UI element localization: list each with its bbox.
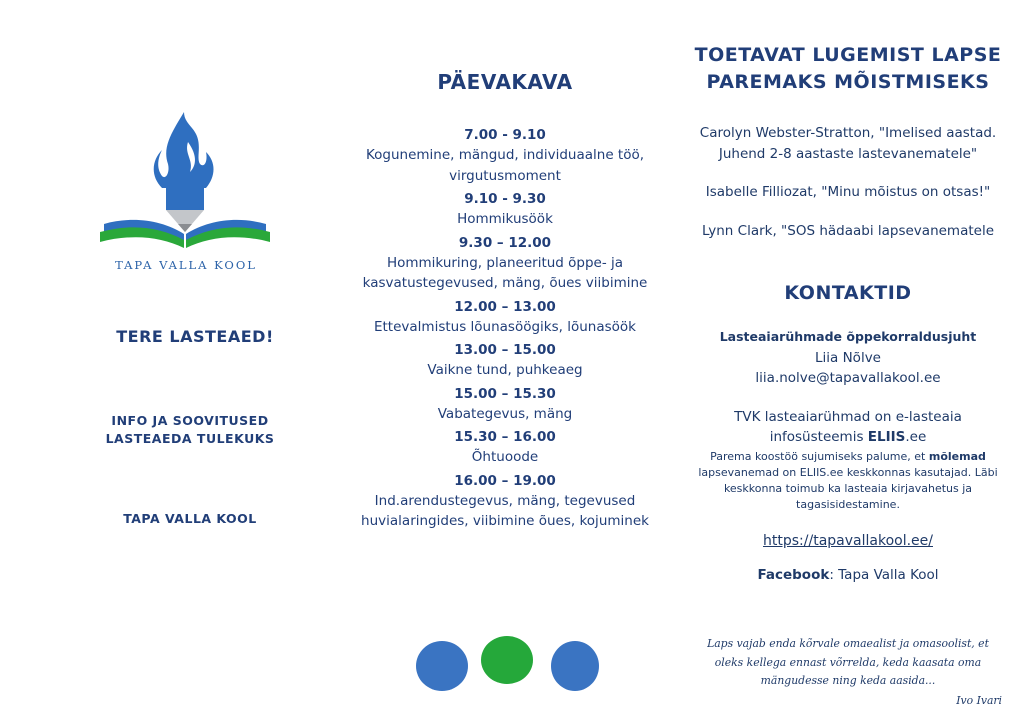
contact-role: Lasteaiarühmade õppekorraldusjuht	[719, 329, 977, 344]
eliis-line-1: TVK lasteaiarühmad on e-lasteaia	[734, 408, 962, 425]
schedule-description: Ettevalmistus lõunasöögiks, lõunasöök	[373, 318, 636, 335]
facebook-label: Facebook	[757, 567, 830, 583]
schedule-description: virgutusmoment	[449, 167, 561, 184]
schedule-description: Õhtuoode	[471, 449, 539, 465]
schedule-item	[340, 340, 670, 381]
eliis-line-2	[672, 427, 1024, 448]
facebook-value: : Tapa Valla Kool	[829, 567, 939, 583]
decor-dot-2	[481, 636, 533, 684]
eliis-post: .ee	[905, 429, 927, 445]
subtitle	[95, 412, 285, 448]
schedule-time: 16.00 – 19.00	[454, 472, 556, 489]
schedule-description: Hommikusöök	[457, 211, 553, 227]
book-line: Carolyn Webster-Stratton, "Imelised aastad.	[699, 125, 997, 141]
reading-title	[672, 42, 1024, 96]
schedule-item	[340, 125, 670, 186]
schedule-description: Vaikne tund, puhkeaeg	[427, 362, 583, 378]
schedule-item	[340, 427, 670, 468]
facebook-line[interactable]	[672, 565, 1024, 586]
schedule-time: 7.00 - 9.10	[464, 127, 546, 143]
schedule-time: 15.00 – 15.30	[454, 385, 556, 402]
contact-email[interactable]: liia.nolve@tapavallakool.ee	[755, 370, 941, 386]
book-list	[672, 123, 1024, 259]
book-item	[672, 123, 1024, 164]
quote	[672, 635, 1024, 691]
schedule-time: 13.00 – 15.00	[454, 342, 556, 358]
schedule-time: 12.00 – 13.00	[454, 298, 556, 315]
schedule-description: kasvatustegevused, mäng, õues viibimine	[362, 275, 648, 291]
quote-author: Ivo Ivari	[956, 694, 1002, 707]
contact-block	[672, 327, 1024, 586]
book-item	[672, 221, 1024, 242]
eliis-note	[672, 449, 1024, 513]
schedule-time: 9.30 – 12.00	[458, 234, 552, 251]
quote-line-2: oleks kellega ennast võrrelda, keda kaasata oma	[714, 655, 982, 669]
reading-title-line-2: PAREMAKS MÕISTMISEKS	[706, 71, 990, 93]
left-panel	[0, 0, 372, 724]
schedule-description: huvialaringides, viibimine õues, kojuminek	[361, 513, 649, 529]
schedule-item	[340, 233, 670, 294]
schedule-item	[340, 384, 670, 425]
schedule-time: 9.10 - 9.30	[464, 191, 546, 207]
schedule-item	[340, 189, 670, 230]
quote-line-1: Laps vajab enda kõrvale omaealist ja omasoolist, et	[707, 637, 989, 650]
book-line: Juhend 2-8 aastaste lastevanematele"	[718, 145, 978, 162]
website-link[interactable]: https://tapavallakool.ee/	[763, 532, 933, 549]
schedule-title: PÄEVAKAVA	[437, 70, 573, 94]
contacts-title: KONTAKTID	[784, 282, 912, 304]
page-title: TERE LASTEAED!	[116, 327, 274, 346]
note-bold: mõlemad	[928, 449, 986, 463]
info-panel	[672, 0, 1024, 724]
eliis-pre: infosüsteemis	[769, 429, 868, 445]
quote-line-3: mängudesse ning keda aasida...	[760, 674, 936, 687]
reading-title-line-1: TOETAVAT LUGEMIST LAPSE	[694, 44, 1002, 66]
schedule-description: Vabategevus, mäng	[437, 405, 573, 422]
eliis-bold: ELIIS	[867, 429, 906, 445]
schedule-item	[340, 471, 670, 532]
schedule-list	[340, 125, 670, 535]
schedule-time: 15.30 – 16.00	[454, 429, 556, 445]
note-post: lapsevanemad on ELIIS.ee keskkonnas kasutajad. Läbi keskkonna toimub ka lasteaia kirjavahetus ja tagasisidestamine.	[698, 465, 998, 511]
book-item	[672, 182, 1024, 203]
decor-dot-1	[416, 641, 468, 691]
schedule-panel	[340, 0, 670, 724]
contact-person: Liia Nõlve	[815, 349, 881, 366]
subtitle-line-1: INFO JA SOOVITUSED	[111, 413, 269, 428]
schedule-description: Kogunemine, mängud, individuaalne töö,	[365, 147, 645, 163]
logo-text: TAPA VALLA KOOL	[115, 258, 257, 272]
note-pre: Parema koostöö sujumiseks palume, et	[710, 449, 929, 463]
book-line: Lynn Clark, "SOS hädaabi lapsevanematele	[701, 222, 995, 239]
subtitle-line-2: LASTEAEDA TULEKUKS	[105, 431, 275, 446]
decor-dot-3	[551, 641, 599, 691]
schedule-description: Hommikuring, planeeritud õppe- ja	[386, 254, 624, 271]
school-logo-icon	[92, 102, 280, 272]
schedule-description: Ind.arendustegevus, mäng, tegevused	[374, 492, 636, 509]
school-name: TAPA VALLA KOOL	[123, 511, 257, 526]
book-line: Isabelle Filliozat, "Minu mõistus on otsas!"	[705, 184, 991, 200]
schedule-item	[340, 297, 670, 338]
